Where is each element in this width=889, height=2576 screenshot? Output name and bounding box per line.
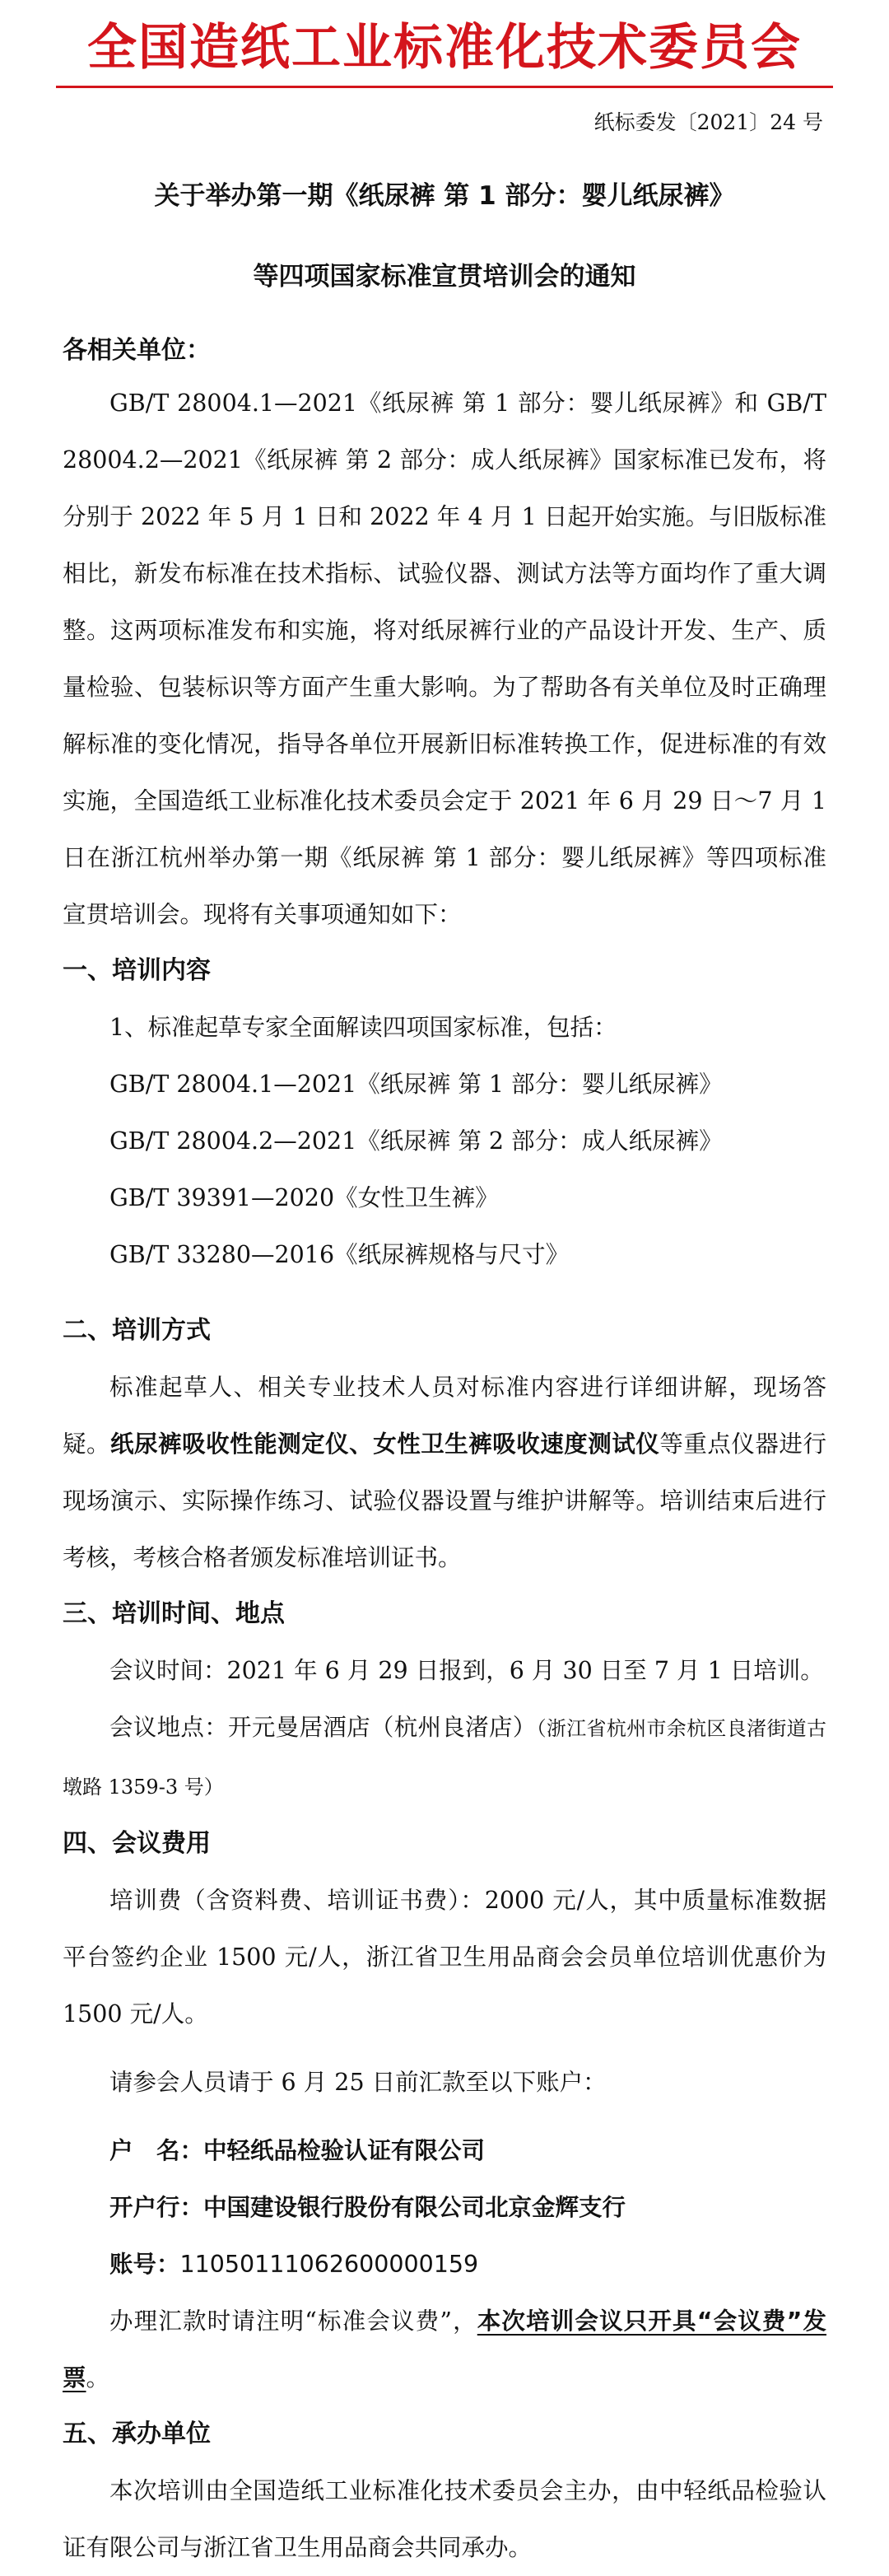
section-heading-organizer: 五、承办单位 xyxy=(63,2420,211,2448)
remittance-remark xyxy=(63,2293,826,2406)
absorption-tester-name: 纸尿裤吸收性能测定仪 xyxy=(110,1430,350,1458)
section-heading-training-method: 二、培训方式 xyxy=(63,1316,211,1345)
notice-title-line2: 等四项国家标准宣贯培训会的通知 xyxy=(253,262,636,292)
training-content-lead: 1、标准起草专家全面解读四项国家标准，包括： xyxy=(109,1014,617,1041)
method-text-a: 标准起草人、相关专业技术人员对标准内容进行详细讲解，现场答疑。 xyxy=(63,1374,826,1458)
salutation: 各相关单位： xyxy=(63,336,211,365)
meeting-place-name: 会议地点：开元曼居酒店（杭州良渚店） xyxy=(109,1714,537,1741)
meeting-place-address: （浙江省杭州市余杭区良渚街道古墩路 1359-3 号） xyxy=(63,1717,826,1799)
meeting-time: 会议时间：2021 年 6 月 29 日报到，6 月 30 日至 7 月 1 日培训。 xyxy=(109,1657,824,1684)
absorption-speed-tester-name: 女性卫生裤吸收速度测试仪 xyxy=(373,1430,660,1458)
remittance-note: 请参会人员请于 6 月 25 日前汇款至以下账户： xyxy=(109,2069,607,2096)
bank-value: 中国建设银行股份有限公司北京金辉支行 xyxy=(203,2194,626,2221)
bank-row xyxy=(63,2179,826,2236)
account-number-value: 11050111062600000159 xyxy=(179,2251,479,2278)
account-name-label: 户 名： xyxy=(109,2137,204,2164)
org-header-title: 全国造纸工业标准化技术委员会 xyxy=(87,19,802,77)
invoice-notice: 本次培训会议只开具“会议费”发票 xyxy=(63,2308,826,2392)
standard-item: GB/T 28004.2—2021《纸尿裤 第 2 部分：成人纸尿裤》 xyxy=(109,1127,723,1155)
account-number-row xyxy=(63,2236,826,2293)
method-separator: 、 xyxy=(349,1430,374,1458)
intro-paragraph: GB/T 28004.1—2021《纸尿裤 第 1 部分：婴儿纸尿裤》和 GB/T 28004.2—2021《纸尿裤 第 2 部分：成人纸尿裤》国家标准已发布，将分别于 2022 年 5 月 1 日和 2022 年 4 月 1 日起开始实施。与旧版标准相比，新发布标准在技术指标、试验仪器、测试方法等方面均作了重大调整。这两项标准发布和实施，将对纸尿裤行业的产品设计开发、生产、质量检验、包装标识等方面产生重大影响。为了帮助各有关单位及时正确理解标准的变化情况，指导各单位开展新旧标准转换工作，促进标准的有效实施，全国造纸工业标准化技术委员会定于 2021 年 6 月 29 日～7 月 1 日在浙江杭州举办第一期《纸尿裤 第 1 部分：婴儿纸尿裤》等四项标准宣贯培训会。现将有关事项通知如下： xyxy=(63,390,826,928)
remark-text: 办理汇款时请注明“标准会议费”， xyxy=(109,2308,477,2335)
header-red-rule xyxy=(56,86,833,88)
bank-label: 开户行： xyxy=(109,2194,204,2221)
standard-item: GB/T 33280—2016《纸尿裤规格与尺寸》 xyxy=(109,1241,570,1268)
account-name-value: 中轻纸品检验认证有限公司 xyxy=(203,2137,486,2164)
section-heading-time-place: 三、培训时间、地点 xyxy=(63,1599,285,1628)
notice-title-line1: 关于举办第一期《纸尿裤 第 1 部分：婴儿纸尿裤》 xyxy=(154,181,735,211)
method-text-b: 等重点仪器进行现场演示、实际操作练习、试验仪器设置与维护讲解等。培训结束后进行考核，考核合格者颁发标准培训证书。 xyxy=(63,1430,826,1571)
organizer-paragraph: 本次培训由全国造纸工业标准化技术委员会主办，由中轻纸品检验认证有限公司与浙江省卫生用品商会共同承办。 xyxy=(63,2477,826,2561)
meeting-place xyxy=(63,1699,826,1816)
account-name-row xyxy=(63,2122,826,2179)
account-number-label: 账号： xyxy=(109,2251,180,2278)
section-heading-training-content: 一、培训内容 xyxy=(63,956,211,985)
fee-paragraph: 培训费（含资料费、培训证书费）：2000 元/人，其中质量标准数据平台签约企业 1500 元/人，浙江省卫生用品商会会员单位培训优惠价为 1500 元/人。 xyxy=(63,1887,826,2028)
remark-end: 。 xyxy=(86,2364,110,2392)
document-number: 纸标委发〔2021〕24 号 xyxy=(593,110,823,134)
training-method-paragraph xyxy=(63,1359,826,1586)
standard-item: GB/T 28004.1—2021《纸尿裤 第 1 部分：婴儿纸尿裤》 xyxy=(109,1071,723,1098)
section-heading-fees: 四、会议费用 xyxy=(63,1829,211,1858)
standard-item: GB/T 39391—2020《女性卫生裤》 xyxy=(109,1184,499,1211)
